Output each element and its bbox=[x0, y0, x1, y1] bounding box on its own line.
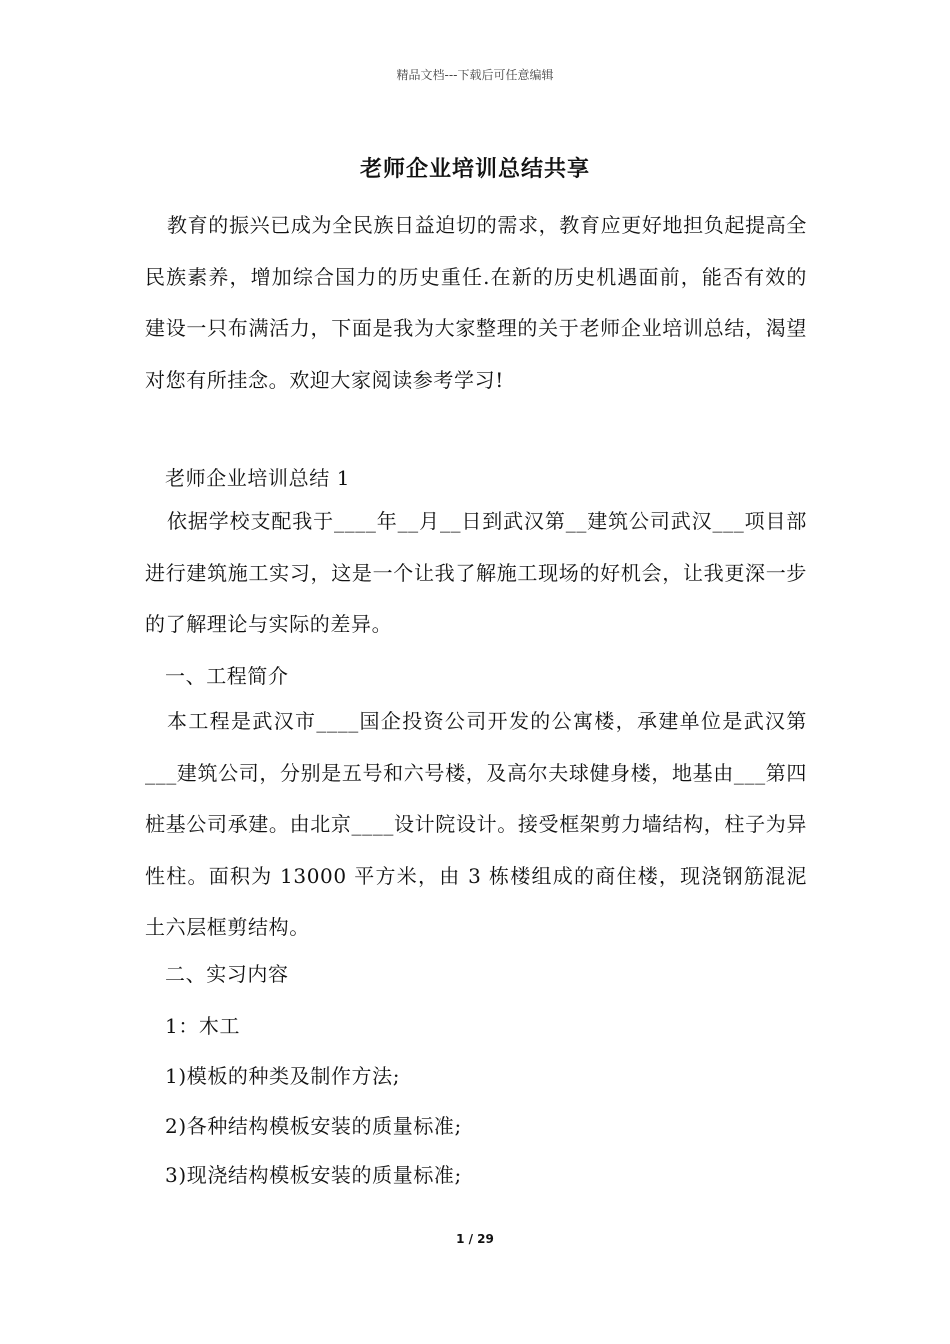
section-heading: 老师企业培训总结 1 bbox=[165, 466, 351, 490]
paragraph-text: 本工程是武汉市____国企投资公司开发的公寓楼，承建单位是武汉第___建筑公司，分别是五号和六号楼，及高尔夫球健身楼，地基由___第四桩基公司承建。由北京____设计院设计。接受框架剪力墙结构，柱子为异性柱。面积为 13000 平方米，由 3 栋楼组成的商住楼，现浇钢筋混泥土六层框剪结构。 bbox=[145, 709, 807, 939]
list-item: 1)模板的种类及制作方法; bbox=[165, 1064, 401, 1088]
page-header: 精品文档---下载后可任意编辑 bbox=[396, 68, 554, 82]
paragraph-text: 依据学校支配我于____年__月__日到武汉第__建筑公司武汉___项目部进行建筑施工实习，这是一个让我了解施工现场的好机会，让我更深一步的了解理论与实际的差异。 bbox=[145, 509, 807, 636]
heading-project-intro: 一、工程简介 bbox=[165, 664, 289, 688]
list-item: 3)现浇结构模板安装的质量标准; bbox=[165, 1163, 462, 1187]
paragraph-project bbox=[145, 696, 807, 954]
document-title: 老师企业培训总结共享 bbox=[359, 157, 590, 182]
paragraph-internship bbox=[145, 496, 807, 651]
page-number: 1 / 29 bbox=[456, 1232, 494, 1246]
heading-internship-content: 二、实习内容 bbox=[165, 962, 289, 986]
intro-text: 教育的振兴已成为全民族日益迫切的需求，教育应更好地担负起提高全民族素养，增加综合国力的历史重任.在新的历史机遇面前，能否有效的建设一只布满活力，下面是我为大家整理的关于老师企业培训总结，渴望对您有所挂念。欢迎大家阅读参考学习! bbox=[145, 213, 807, 392]
list-item: 2)各种结构模板安装的质量标准; bbox=[165, 1114, 462, 1138]
intro-paragraph bbox=[145, 200, 807, 406]
list-item: 1：木工 bbox=[165, 1014, 241, 1038]
